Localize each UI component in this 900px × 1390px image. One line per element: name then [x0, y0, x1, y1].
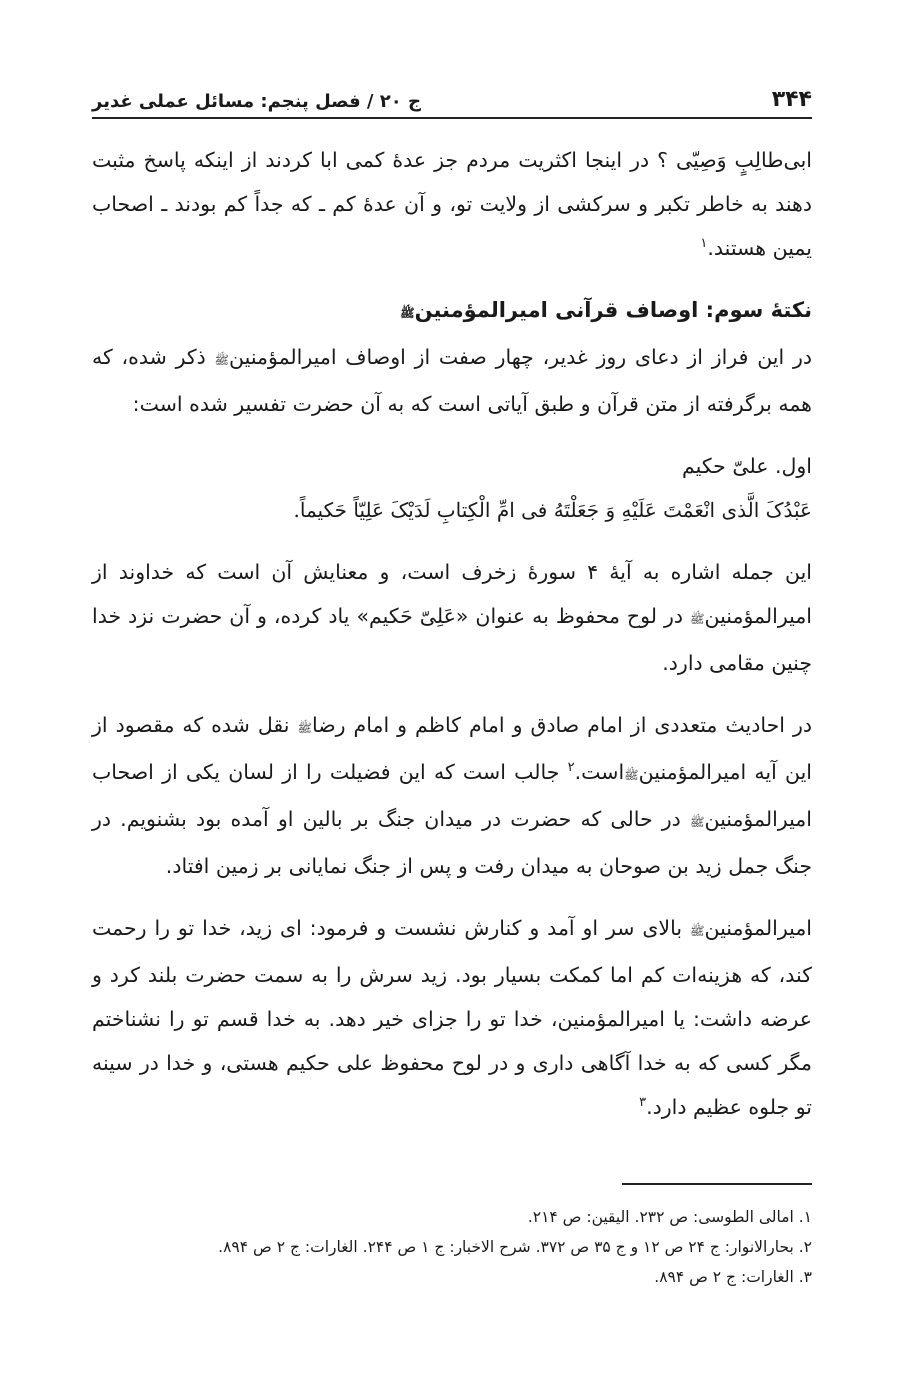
honorific-mark: ﷺ — [624, 768, 639, 782]
footnote: ۳. الغارات: ج ۲ ص ۸۹۴. — [654, 1268, 812, 1286]
honorific-mark: ﷺ — [297, 721, 312, 735]
footnote-ref: ۱ — [700, 236, 708, 252]
main-text — [92, 138, 812, 1147]
honorific-mark: ﷺ — [689, 924, 705, 938]
footnote-ref: ۳ — [639, 1095, 647, 1111]
honorific-mark: ﷺ — [214, 353, 230, 367]
verse-label: اول. علیّ حکیم — [682, 454, 812, 478]
honorific-mark: ﷺ — [400, 306, 415, 320]
header-rule — [92, 117, 812, 119]
footnote: ۱. امالی الطوسی: ص ۲۳۲. الیقین: ص ۲۱۴. — [527, 1208, 812, 1226]
footnote-rule — [622, 1183, 812, 1185]
page-number: ۳۴۴ — [771, 87, 812, 112]
footnote-ref: ۲ — [567, 760, 575, 776]
paragraph: ابی‌طالِبٍ وَصِیّی ؟ در اینجا اکثریت مردم جز عدهٔ کمی ابا کردند از اینکه پاسخ مثبت دهند به خاطر تکبر و سرکشی از ولایت تو، و آن عدهٔ کم ـ که جداً کم بودند ـ اصحاب یمین هستند.$^۱$ — [92, 148, 812, 260]
paragraph: امیرالمؤمنینﷺ بالای سر او آمد و کنارش نشست و فرمود: ای زید، خدا تو را رحمت کند، که هزینه‌ات کم اما کمکت بسیار بود. زید سرش را به سمت حضرت بلند کرد و عرضه داشت: یا امیرالمؤمنین، خدا تو را جزای خیر دهد. به خدا قسم تو را نشناختم مگر کسی که به خدا آگاهی داری و در لوح محفوظ علی حکیم هستی، و خدا در سینه تو جلوه عظیم دارد.$^۳$ — [92, 916, 812, 1119]
page-header — [92, 66, 812, 112]
paragraph: در این فراز از دعای روز غدیر، چهار صفت از اوصاف امیرالمؤمنینﷺ ذکر شده، که همه برگرفته از متن قرآن و طبق آیاتی است که به آن حضرت تفسیر شده است: — [92, 345, 812, 416]
footnote: ۲. بحارالانوار: ج ۲۴ ص ۱۲ و ج ۳۵ ص ۳۷۲. شرح الاخبار: ج ۱ ص ۲۴۴. الغارات: ج ۲ ص ۸۹۴. — [218, 1238, 812, 1256]
paragraph: در احادیث متعددی از امام صادق و امام کاظم و امام رضاﷺ نقل شده که مقصود از این آیه امیرالمؤمنینﷺاست.$^۲$ جالب است که این فضیلت را از لسان یکی از اصحاب امیرالمؤمنینﷺ در حالی که حضرت در میدان جنگ بر بالین او آمده بود بشنویم. در جنگ جمل زید بن صوحان به میدان رفت و پس از جنگ نمایانی بر زمین افتاد. — [92, 713, 812, 878]
honorific-mark: ﷺ — [689, 612, 705, 626]
quoted-prayer: عَبْدُکَ الَّذی انْعَمْتَ عَلَیْهِ وَ جَعَلْتَهُ فی امِّ الْکِتابِ لَدَیْکَ عَلِیّاً حَکیماً. — [293, 498, 812, 522]
footnotes — [92, 1202, 812, 1292]
book-page — [92, 0, 812, 1390]
paragraph: این جمله اشاره به آیهٔ ۴ سورهٔ زخرف است، و معنایش آن است که خداوند از امیرالمؤمنینﷺ در لوح محفوظ به عنوان «عَلِیّ حَکیم» یاد کرده، و آن حضرت نزد خدا چنین مقامی دارد. — [92, 560, 812, 675]
honorific-mark: ﷺ — [689, 815, 705, 829]
running-title: ج ۲۰ / فصل پنجم: مسائل عملی غدیر — [92, 91, 422, 112]
section-heading: نکتهٔ سوم: اوصاف قرآنی امیرالمؤمنینﷺ — [400, 298, 812, 322]
